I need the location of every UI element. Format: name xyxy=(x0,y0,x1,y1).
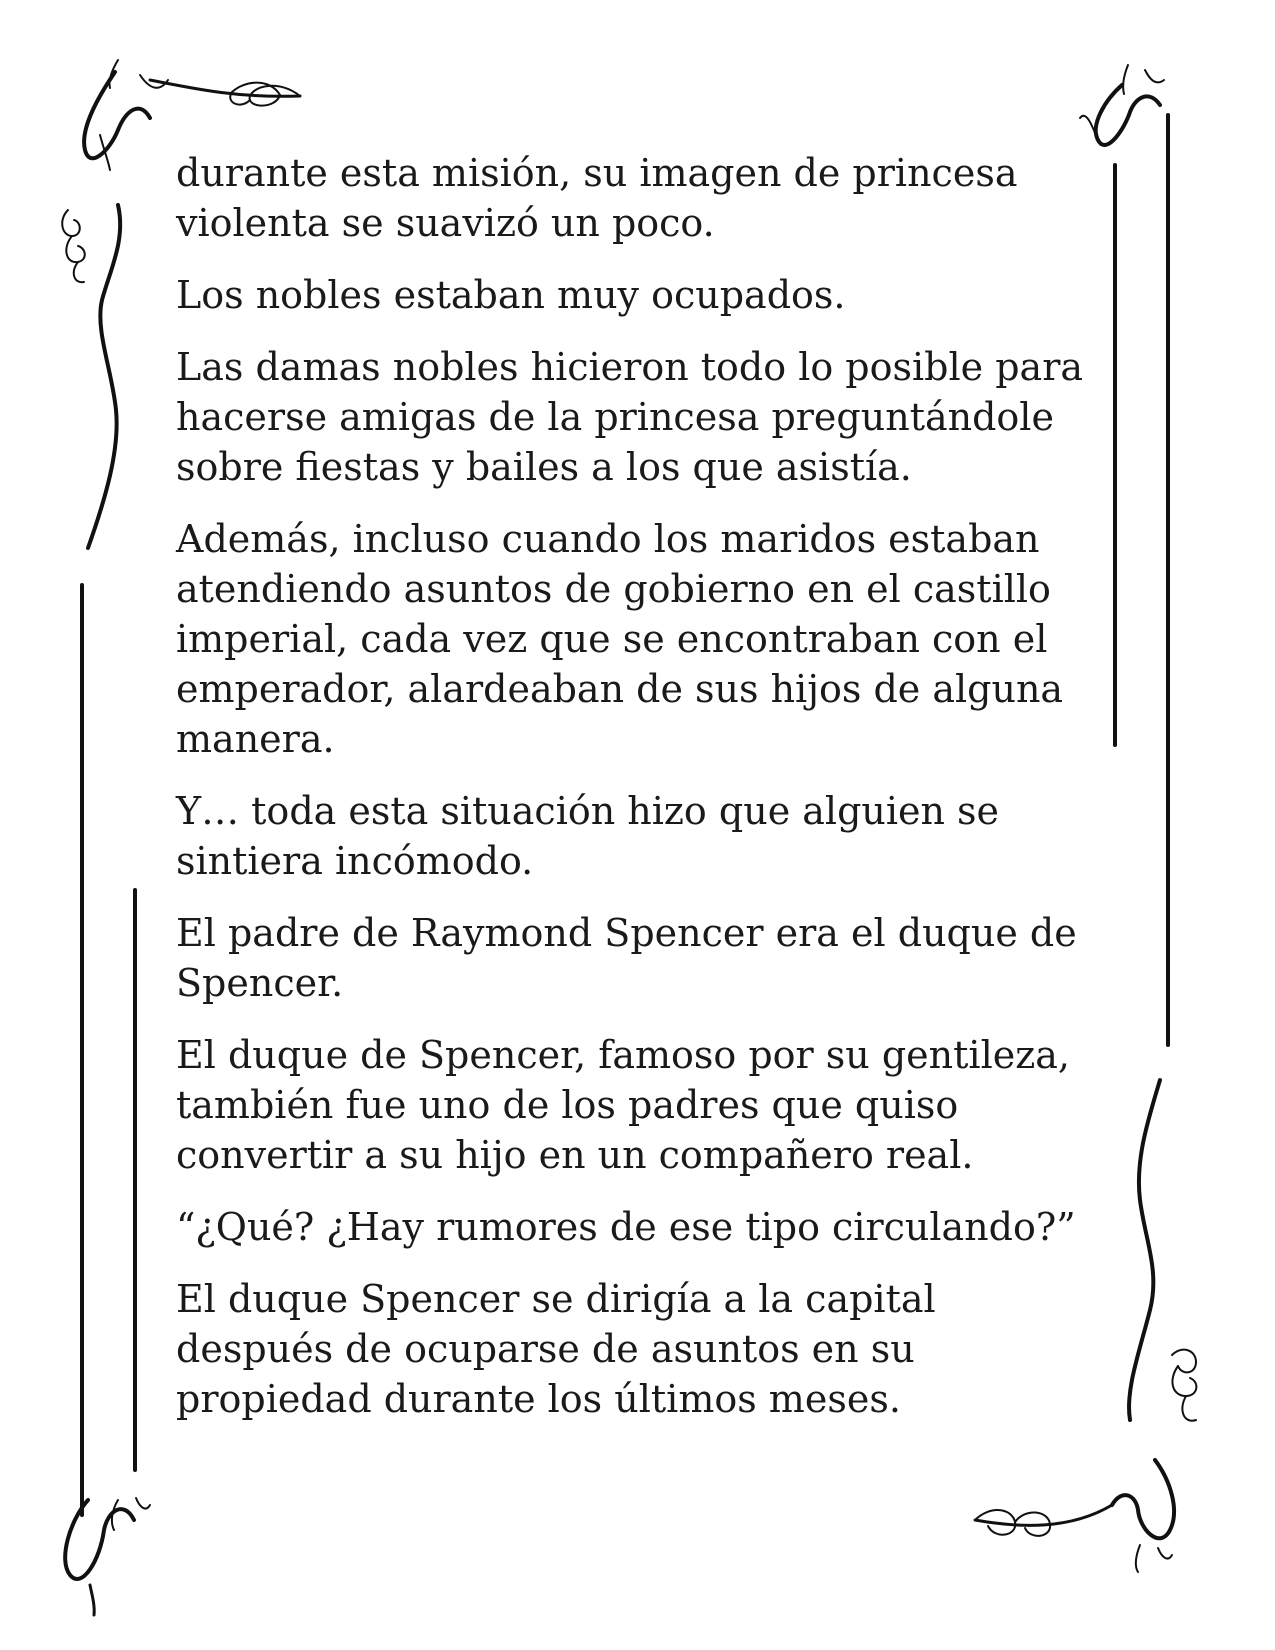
paragraph: Y… toda esta situación hizo que alguien se sintiera incómodo. xyxy=(176,789,1000,883)
paragraph: El padre de Raymond Spencer era el duque de Spencer. xyxy=(176,911,1077,1005)
paragraph: El duque Spencer se dirigía a la capital después de ocuparse de asuntos en su propiedad durante los últimos meses. xyxy=(176,1277,936,1421)
paragraph: durante esta misión, su imagen de princesa violenta se suavizó un poco. xyxy=(176,151,1018,245)
page-body-text xyxy=(176,148,1096,1446)
top-right-flourish-icon xyxy=(1080,65,1164,145)
paragraph: “¿Qué? ¿Hay rumores de ese tipo circulando?” xyxy=(176,1205,1076,1249)
paragraph: Además, incluso cuando los maridos estaban atendiendo asuntos de gobierno en el castillo imperial, cada vez que se encontraban con el emperador, alardeaban de sus hijos de alguna manera. xyxy=(176,517,1064,761)
paragraph: Las damas nobles hicieron todo lo posible para hacerse amigas de la princesa preguntándole sobre fiestas y bailes a los que asistía. xyxy=(176,345,1084,489)
paragraph: Los nobles estaban muy ocupados. xyxy=(176,273,846,317)
paragraph: El duque de Spencer, famoso por su gentileza, también fue uno de los padres que quiso convertir a su hijo en un compañero real. xyxy=(176,1033,1070,1177)
bottom-left-flourish-icon xyxy=(65,1498,150,1615)
